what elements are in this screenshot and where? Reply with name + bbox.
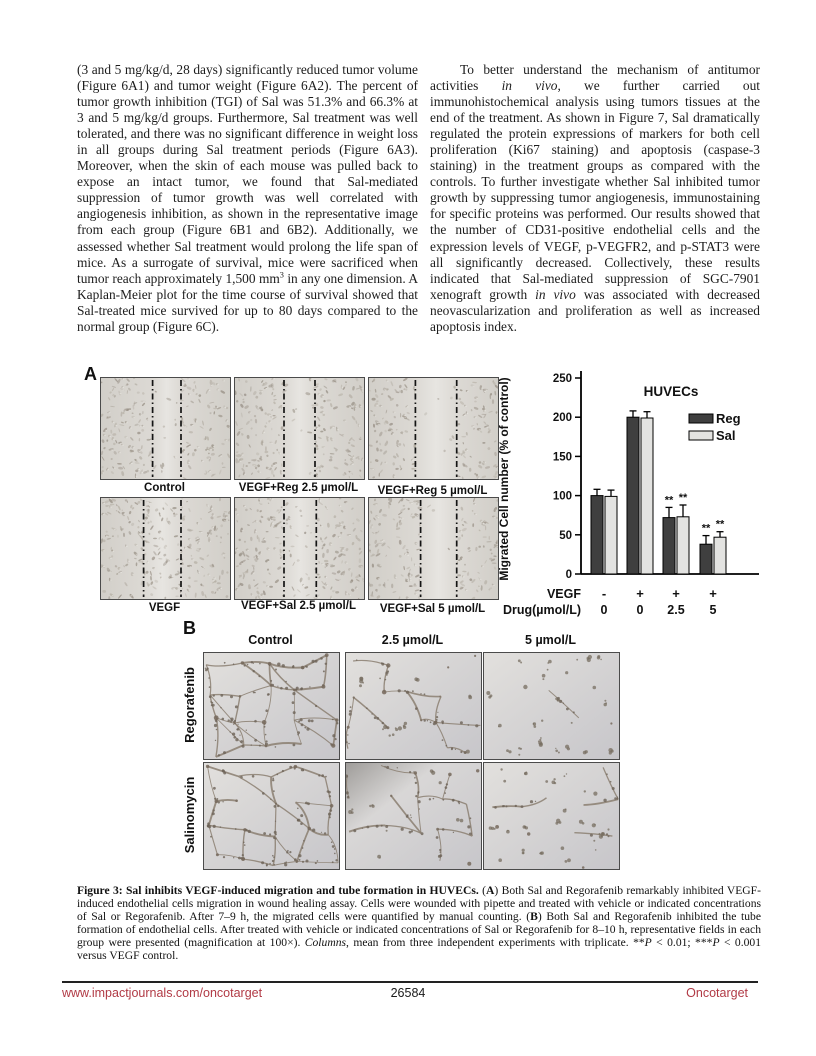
svg-text:**: ** [715,518,725,531]
panel-b-row-label-regorafenib: Regorafenib [182,667,197,743]
micrograph-tube-sal-2-5 [345,762,482,870]
panel-a-caption-vegf-reg-5: VEGF+Reg 5 µmol/L [377,485,488,497]
svg-text:5: 5 [709,603,717,617]
svg-text:50: 50 [559,529,572,542]
svg-text:+: + [672,586,680,601]
svg-text:**: ** [701,522,711,535]
svg-text:Sal: Sal [716,428,736,443]
footer-journal-name: Oncotarget [686,986,748,1000]
page-number: 26584 [390,986,426,1000]
panel-b-header-5: 5 µmol/L [525,633,576,647]
micrograph-tube-sal-control [203,762,340,870]
svg-text:**: ** [678,492,688,504]
svg-text:**: ** [664,494,674,507]
micrograph-tube-reg-control [203,652,340,760]
panel-a-caption-vegf: VEGF [148,602,181,614]
micrograph-wound-control [100,377,231,480]
body-text-left-column: (3 and 5 mg/kg/d, 28 days) significantly reduced tumor volume (Figure 6A1) and tumor weight (Figure 6A2). The percent of tumor growth inhibition (TGI) of Sal was 51.3% and 66.3% at 3 and 5 mg/kg/d groups. Furthermore, Sal treatment was well tolerated, and there was no significant difference in weight loss in all groups during Sal treatment periods (Figure 6A3). Moreover, when the skin of each mouse was pulled back to expose an intact tumor, we found that Sal-mediated suppression of tumor growth was well correlated with angiogenesis inhibition, as shown in the representative image from each group (Figure 6B1 and 6B2). Additionally, we assessed whether Sal treatment would prolong the life span of mice. As a surrogate of survival, mice were sacrificed when tumor reach approximately 1,500 $mm^3$ in any one dimension. A Kaplan-Meier plot for the time course of survival showed that Sal-treated mice survived for up to 80 days compared to the normal group (Figure 6C). [77,62,418,334]
svg-text:2.5: 2.5 [667,603,685,617]
micrograph-tube-reg-5 [483,652,620,760]
micrograph-wound-vegf [100,497,231,600]
panel-b-header-control: Control [248,633,293,647]
panel-b-label: B [183,618,196,638]
svg-text:+: + [636,586,644,601]
micrograph-wound-vegf-sal-2-5 [234,497,365,600]
micrograph-wound-vegf-sal-5 [368,497,499,600]
footer-rule [62,981,758,983]
svg-text:Reg: Reg [716,411,741,426]
svg-text:0: 0 [565,569,572,581]
svg-text:+: + [709,586,717,601]
svg-text:VEGF: VEGF [546,587,581,601]
svg-text:Drug(µmol/L): Drug(µmol/L) [502,603,581,617]
panel-a-caption-vegf-sal-5: VEGF+Sal 5 µmol/L [379,603,486,615]
svg-text:HUVECs: HUVECs [643,384,699,399]
svg-text:Migrated Cell number (% of con: Migrated Cell number (% of control) [497,377,511,581]
panel-a-caption-vegf-sal-2-5: VEGF+Sal 2.5 µmol/L [241,600,356,612]
svg-text:0: 0 [636,603,644,617]
svg-text:100: 100 [552,490,572,503]
svg-text:150: 150 [552,451,572,464]
micrograph-tube-sal-5 [483,762,620,870]
body-text-right-column: To better understand the mechanism of antitumor activities in vivo, we further carried out immunohistochemical analysis using tumors tissues at the end of the treatment. As shown in Figure 7, Sal dramatically regulated the protein expressions of markers for both cell proliferation (Ki67 staining) and apoptosis (caspase-3 staining) in the treatment groups as compared with the controls. To further investigate whether Sal inhibited tumor growth by suppressing tumor angiogenesis, immunostaining for specific proteins was performed. Our results showed that the number of CD31-positive endothelial cells and the expression levels of VEGF, p-VEGFR2, and p-STAT3 were all significantly decreased. Collectively, these results indicated that Sal-mediated suppression of SGC-7901 xenograft growth in vivo was associated with decreased neovascularization and proliferation as well as increased apoptosis index. [430,62,761,334]
svg-text:-: - [601,586,607,601]
micrograph-wound-vegf-reg-2-5 [234,377,365,480]
panel-a-caption-control: Control [144,482,185,494]
svg-text:250: 250 [552,373,572,385]
migrated-cell-bar-chart [493,364,765,622]
panel-b-row-label-salinomycin: Salinomycin [182,776,197,854]
panel-a-caption-vegf-reg-2-5: VEGF+Reg 2.5 µmol/L [238,482,359,494]
figure-caption: Figure 3: Sal inhibits VEGF-induced migration and tube formation in HUVECs. (A) Both Sal and Regorafenib remarkably inhibited VEGF-induced endothelial cells migration in wound healing assay. Cells were wounded with pipette and treated with vehicle or indicated concentrations of Sal or Regorafenib. After 7–9 h, the migrated cells were quantified by manual counting. (B) Both Sal and Regorafenib inhibited the tube formation of endothelial cells. After treated with vehicle or indicated concentrations of Sal or Regorafenib for 8–10 h, representative fields in each group were presented (magnification at 100×). Columns, mean from three independent experiments with triplicate. **P < 0.01; ***P < 0.001 versus VEGF control. [77,884,761,962]
svg-text:0: 0 [600,603,608,617]
footer-url[interactable]: www.impactjournals.com/oncotarget [62,986,263,1000]
micrograph-wound-vegf-reg-5 [368,377,499,480]
micrograph-tube-reg-2-5 [345,652,482,760]
panel-b-header-2-5: 2.5 µmol/L [381,633,444,647]
panel-a-label: A [84,364,97,384]
svg-text:200: 200 [552,412,572,425]
